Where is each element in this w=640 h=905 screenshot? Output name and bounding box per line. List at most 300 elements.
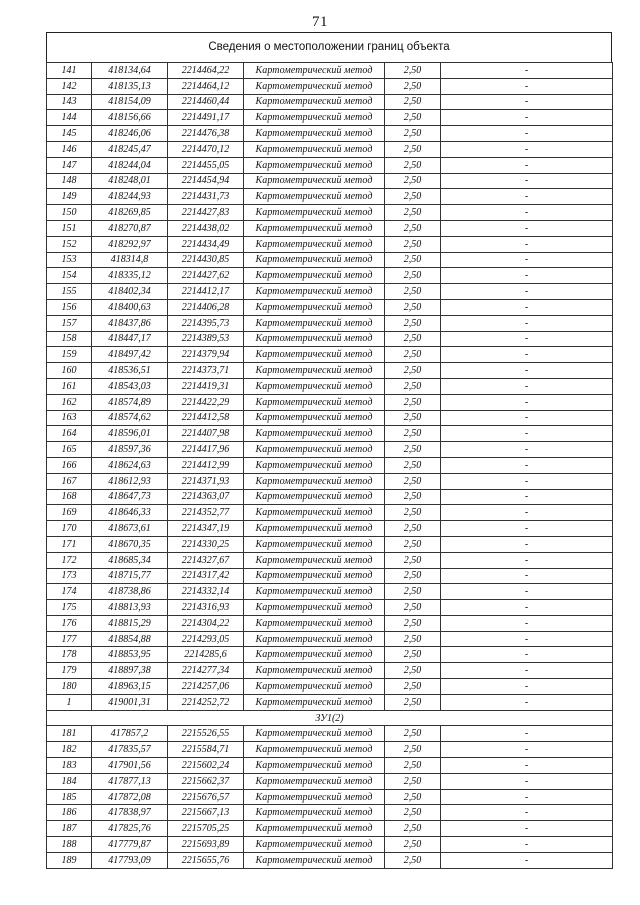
x-coordinate-cell: 418543,03 [92,378,168,394]
point-number-cell: 178 [47,647,92,663]
method-cell: Картометрический метод [244,568,385,584]
description-cell: - [441,410,613,426]
description-cell: - [441,394,613,410]
method-cell: Картометрический метод [244,94,385,110]
y-coordinate-cell: 2214316,93 [168,600,244,616]
accuracy-cell: 2,50 [385,394,441,410]
method-cell: Картометрический метод [244,805,385,821]
table-row [47,805,613,821]
accuracy-cell: 2,50 [385,694,441,710]
accuracy-cell: 2,50 [385,789,441,805]
method-cell: Картометрический метод [244,742,385,758]
accuracy-cell: 2,50 [385,584,441,600]
x-coordinate-cell: 418536,51 [92,363,168,379]
x-coordinate-cell: 418154,09 [92,94,168,110]
description-cell: - [441,363,613,379]
description-cell: - [441,505,613,521]
y-coordinate-cell: 2214430,85 [168,252,244,268]
accuracy-cell: 2,50 [385,378,441,394]
description-cell: - [441,473,613,489]
point-number-cell: 141 [47,63,92,79]
description-cell: - [441,789,613,805]
description-cell: - [441,268,613,284]
method-cell: Картометрический метод [244,141,385,157]
accuracy-cell: 2,50 [385,773,441,789]
point-number-cell: 187 [47,821,92,837]
point-number-cell: 174 [47,584,92,600]
coordinates-table [46,62,613,869]
description-cell: - [441,615,613,631]
description-cell: - [441,663,613,679]
point-number-cell: 173 [47,568,92,584]
description-cell: - [441,315,613,331]
accuracy-cell: 2,50 [385,268,441,284]
accuracy-cell: 2,50 [385,805,441,821]
y-coordinate-cell: 2214476,38 [168,126,244,142]
table-row [47,205,613,221]
method-cell: Картометрический метод [244,600,385,616]
x-coordinate-cell: 418314,8 [92,252,168,268]
method-cell: Картометрический метод [244,726,385,742]
y-coordinate-cell: 2214373,71 [168,363,244,379]
accuracy-cell: 2,50 [385,78,441,94]
table-row [47,773,613,789]
description-cell: - [441,141,613,157]
coordinates-table-body [47,63,613,869]
table-row [47,789,613,805]
method-cell: Картометрический метод [244,773,385,789]
point-number-cell: 142 [47,78,92,94]
method-cell: Картометрический метод [244,615,385,631]
section-row [47,710,613,726]
accuracy-cell: 2,50 [385,173,441,189]
description-cell: - [441,552,613,568]
accuracy-cell: 2,50 [385,489,441,505]
y-coordinate-cell: 2214407,98 [168,426,244,442]
description-cell: - [441,758,613,774]
description-cell: - [441,347,613,363]
description-cell: - [441,489,613,505]
method-cell: Картометрический метод [244,299,385,315]
y-coordinate-cell: 2214379,94 [168,347,244,363]
point-number-cell: 153 [47,252,92,268]
description-cell: - [441,331,613,347]
y-coordinate-cell: 2214470,12 [168,141,244,157]
table-row [47,220,613,236]
y-coordinate-cell: 2214434,49 [168,236,244,252]
table-row [47,568,613,584]
point-number-cell: 185 [47,789,92,805]
point-number-cell: 143 [47,94,92,110]
point-number-cell: 145 [47,126,92,142]
table-row [47,110,613,126]
accuracy-cell: 2,50 [385,505,441,521]
table-row [47,442,613,458]
y-coordinate-cell: 2214330,25 [168,536,244,552]
point-number-cell: 171 [47,536,92,552]
accuracy-cell: 2,50 [385,852,441,868]
table-row [47,173,613,189]
description-cell: - [441,252,613,268]
method-cell: Картометрический метод [244,110,385,126]
accuracy-cell: 2,50 [385,742,441,758]
table-row [47,410,613,426]
y-coordinate-cell: 2215676,57 [168,789,244,805]
accuracy-cell: 2,50 [385,157,441,173]
accuracy-cell: 2,50 [385,615,441,631]
accuracy-cell: 2,50 [385,63,441,79]
point-number-cell: 158 [47,331,92,347]
method-cell: Картометрический метод [244,378,385,394]
point-number-cell: 164 [47,426,92,442]
point-number-cell: 176 [47,615,92,631]
method-cell: Картометрический метод [244,220,385,236]
point-number-cell: 186 [47,805,92,821]
point-number-cell: 159 [47,347,92,363]
description-cell: - [441,220,613,236]
accuracy-cell: 2,50 [385,110,441,126]
point-number-cell: 175 [47,600,92,616]
table-row [47,473,613,489]
y-coordinate-cell: 2214277,34 [168,663,244,679]
accuracy-cell: 2,50 [385,426,441,442]
x-coordinate-cell: 418815,29 [92,615,168,631]
table-row [47,126,613,142]
method-cell: Картометрический метод [244,473,385,489]
y-coordinate-cell: 2214389,53 [168,331,244,347]
x-coordinate-cell: 418245,47 [92,141,168,157]
description-cell: - [441,78,613,94]
x-coordinate-cell: 418963,15 [92,679,168,695]
point-number-cell: 157 [47,315,92,331]
y-coordinate-cell: 2215693,89 [168,837,244,853]
method-cell: Картометрический метод [244,63,385,79]
x-coordinate-cell: 418854,88 [92,631,168,647]
method-cell: Картометрический метод [244,758,385,774]
x-coordinate-cell: 418685,34 [92,552,168,568]
y-coordinate-cell: 2214412,17 [168,284,244,300]
table-row [47,758,613,774]
description-cell: - [441,536,613,552]
method-cell: Картометрический метод [244,268,385,284]
method-cell: Картометрический метод [244,284,385,300]
table-row [47,521,613,537]
y-coordinate-cell: 2215526,55 [168,726,244,742]
x-coordinate-cell: 418670,35 [92,536,168,552]
accuracy-cell: 2,50 [385,347,441,363]
table-row [47,284,613,300]
description-cell: - [441,852,613,868]
accuracy-cell: 2,50 [385,126,441,142]
description-cell: - [441,600,613,616]
description-cell: - [441,63,613,79]
point-number-cell: 181 [47,726,92,742]
x-coordinate-cell: 417835,57 [92,742,168,758]
point-number-cell: 144 [47,110,92,126]
description-cell: - [441,568,613,584]
method-cell: Картометрический метод [244,457,385,473]
accuracy-cell: 2,50 [385,410,441,426]
method-cell: Картометрический метод [244,505,385,521]
description-cell: - [441,110,613,126]
x-coordinate-cell: 418612,93 [92,473,168,489]
x-coordinate-cell: 418597,36 [92,442,168,458]
y-coordinate-cell: 2214438,02 [168,220,244,236]
description-cell: - [441,236,613,252]
description-cell: - [441,726,613,742]
y-coordinate-cell: 2214427,83 [168,205,244,221]
method-cell: Картометрический метод [244,679,385,695]
table-row [47,78,613,94]
description-cell: - [441,189,613,205]
accuracy-cell: 2,50 [385,205,441,221]
y-coordinate-cell: 2215667,13 [168,805,244,821]
accuracy-cell: 2,50 [385,94,441,110]
y-coordinate-cell: 2214371,93 [168,473,244,489]
point-number-cell: 149 [47,189,92,205]
y-coordinate-cell: 2215655,76 [168,852,244,868]
y-coordinate-cell: 2214464,22 [168,63,244,79]
table-row [47,268,613,284]
method-cell: Картометрический метод [244,789,385,805]
method-cell: Картометрический метод [244,205,385,221]
description-cell: - [441,821,613,837]
table-row [47,615,613,631]
x-coordinate-cell: 418897,38 [92,663,168,679]
description-cell: - [441,126,613,142]
y-coordinate-cell: 2214332,14 [168,584,244,600]
x-coordinate-cell: 418738,86 [92,584,168,600]
accuracy-cell: 2,50 [385,758,441,774]
accuracy-cell: 2,50 [385,473,441,489]
y-coordinate-cell: 2214327,67 [168,552,244,568]
method-cell: Картометрический метод [244,584,385,600]
x-coordinate-cell: 417793,09 [92,852,168,868]
x-coordinate-cell: 418813,93 [92,600,168,616]
x-coordinate-cell: 418248,01 [92,173,168,189]
table-row [47,742,613,758]
accuracy-cell: 2,50 [385,457,441,473]
y-coordinate-cell: 2215705,25 [168,821,244,837]
table-row [47,457,613,473]
x-coordinate-cell: 418244,93 [92,189,168,205]
method-cell: Картометрический метод [244,173,385,189]
point-number-cell: 161 [47,378,92,394]
table-row [47,852,613,868]
table-row [47,363,613,379]
accuracy-cell: 2,50 [385,363,441,379]
accuracy-cell: 2,50 [385,141,441,157]
point-number-cell: 168 [47,489,92,505]
method-cell: Картометрический метод [244,189,385,205]
y-coordinate-cell: 2214427,62 [168,268,244,284]
y-coordinate-cell: 2214464,12 [168,78,244,94]
description-cell: - [441,805,613,821]
description-cell: - [441,205,613,221]
point-number-cell: 148 [47,173,92,189]
y-coordinate-cell: 2214417,96 [168,442,244,458]
table-row [47,157,613,173]
table-row [47,378,613,394]
description-cell: - [441,426,613,442]
table-row [47,679,613,695]
table-row [47,647,613,663]
y-coordinate-cell: 2214252,72 [168,694,244,710]
method-cell: Картометрический метод [244,536,385,552]
x-coordinate-cell: 418447,17 [92,331,168,347]
method-cell: Картометрический метод [244,347,385,363]
x-coordinate-cell: 418292,97 [92,236,168,252]
x-coordinate-cell: 418437,86 [92,315,168,331]
x-coordinate-cell: 418269,85 [92,205,168,221]
x-coordinate-cell: 417877,13 [92,773,168,789]
y-coordinate-cell: 2214347,19 [168,521,244,537]
table-title: Сведения о местоположении границ объекта [46,32,612,62]
y-coordinate-cell: 2214460,44 [168,94,244,110]
point-number-cell: 154 [47,268,92,284]
table-row [47,426,613,442]
x-coordinate-cell: 418244,04 [92,157,168,173]
y-coordinate-cell: 2214352,77 [168,505,244,521]
table-row [47,505,613,521]
description-cell: - [441,647,613,663]
y-coordinate-cell: 2214422,29 [168,394,244,410]
x-coordinate-cell: 418135,13 [92,78,168,94]
y-coordinate-cell: 2214363,07 [168,489,244,505]
method-cell: Картометрический метод [244,236,385,252]
description-cell: - [441,521,613,537]
point-number-cell: 1 [47,694,92,710]
x-coordinate-cell: 417872,08 [92,789,168,805]
accuracy-cell: 2,50 [385,299,441,315]
method-cell: Картометрический метод [244,315,385,331]
x-coordinate-cell: 418134,64 [92,63,168,79]
method-cell: Картометрический метод [244,410,385,426]
accuracy-cell: 2,50 [385,442,441,458]
accuracy-cell: 2,50 [385,679,441,695]
point-number-cell: 167 [47,473,92,489]
description-cell: - [441,773,613,789]
x-coordinate-cell: 418246,06 [92,126,168,142]
description-cell: - [441,94,613,110]
point-number-cell: 150 [47,205,92,221]
method-cell: Картометрический метод [244,837,385,853]
description-cell: - [441,679,613,695]
page-number: 71 [312,14,328,30]
accuracy-cell: 2,50 [385,536,441,552]
method-cell: Картометрический метод [244,252,385,268]
x-coordinate-cell: 417901,56 [92,758,168,774]
point-number-cell: 183 [47,758,92,774]
description-cell: - [441,631,613,647]
table-row [47,331,613,347]
description-cell: - [441,742,613,758]
accuracy-cell: 2,50 [385,331,441,347]
point-number-cell: 189 [47,852,92,868]
point-number-cell: 155 [47,284,92,300]
table-row [47,837,613,853]
method-cell: Картометрический метод [244,694,385,710]
accuracy-cell: 2,50 [385,521,441,537]
y-coordinate-cell: 2214431,73 [168,189,244,205]
table-row [47,600,613,616]
y-coordinate-cell: 2214454,94 [168,173,244,189]
point-number-cell: 169 [47,505,92,521]
table-row [47,189,613,205]
method-cell: Картометрический метод [244,663,385,679]
point-number-cell: 172 [47,552,92,568]
method-cell: Картометрический метод [244,363,385,379]
description-cell: - [441,299,613,315]
point-number-cell: 179 [47,663,92,679]
table-row [47,63,613,79]
x-coordinate-cell: 418715,77 [92,568,168,584]
accuracy-cell: 2,50 [385,837,441,853]
method-cell: Картометрический метод [244,852,385,868]
y-coordinate-cell: 2214412,99 [168,457,244,473]
table-row [47,236,613,252]
coordinates-sheet [46,32,612,869]
x-coordinate-cell: 418673,61 [92,521,168,537]
method-cell: Картометрический метод [244,157,385,173]
description-cell: - [441,284,613,300]
y-coordinate-cell: 2215602,24 [168,758,244,774]
accuracy-cell: 2,50 [385,726,441,742]
table-row [47,315,613,331]
method-cell: Картометрический метод [244,426,385,442]
point-number-cell: 146 [47,141,92,157]
accuracy-cell: 2,50 [385,600,441,616]
table-row [47,394,613,410]
point-number-cell: 188 [47,837,92,853]
y-coordinate-cell: 2214304,22 [168,615,244,631]
accuracy-cell: 2,50 [385,315,441,331]
method-cell: Картометрический метод [244,126,385,142]
x-coordinate-cell: 418497,42 [92,347,168,363]
table-row [47,489,613,505]
x-coordinate-cell: 417857,2 [92,726,168,742]
accuracy-cell: 2,50 [385,252,441,268]
x-coordinate-cell: 418624,63 [92,457,168,473]
x-coordinate-cell: 418402,34 [92,284,168,300]
y-coordinate-cell: 2214455,05 [168,157,244,173]
point-number-cell: 170 [47,521,92,537]
x-coordinate-cell: 418335,12 [92,268,168,284]
x-coordinate-cell: 418270,87 [92,220,168,236]
y-coordinate-cell: 2214406,28 [168,299,244,315]
table-row [47,94,613,110]
table-row [47,299,613,315]
accuracy-cell: 2,50 [385,284,441,300]
table-row [47,631,613,647]
y-coordinate-cell: 2215662,37 [168,773,244,789]
y-coordinate-cell: 2215584,71 [168,742,244,758]
x-coordinate-cell: 418574,62 [92,410,168,426]
x-coordinate-cell: 418574,89 [92,394,168,410]
table-row [47,584,613,600]
accuracy-cell: 2,50 [385,220,441,236]
x-coordinate-cell: 418596,01 [92,426,168,442]
description-cell: - [441,584,613,600]
table-row [47,821,613,837]
x-coordinate-cell: 418853,95 [92,647,168,663]
point-number-cell: 151 [47,220,92,236]
description-cell: - [441,157,613,173]
method-cell: Картометрический метод [244,489,385,505]
point-number-cell: 177 [47,631,92,647]
description-cell: - [441,694,613,710]
table-row [47,663,613,679]
